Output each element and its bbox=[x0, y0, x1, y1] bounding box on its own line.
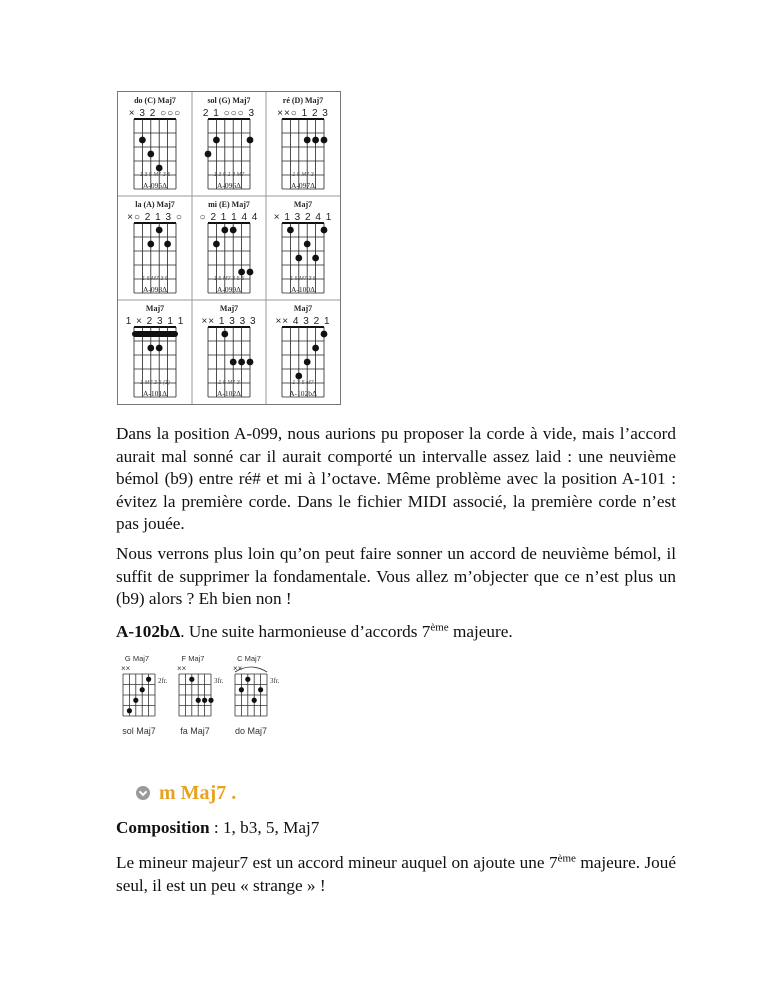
suite-chord-name: F Maj7 bbox=[181, 654, 205, 663]
suite-chord-label: fa Maj7 bbox=[180, 726, 210, 736]
chord-finger-dot bbox=[295, 373, 302, 380]
chord-finger-dot bbox=[221, 227, 228, 234]
chord-top-markers: × 3 2 ○○○ bbox=[128, 108, 182, 119]
chord-name: Maj7 bbox=[293, 304, 313, 313]
chord-code: A-099Δ bbox=[217, 285, 241, 294]
chord-code: A-095Δ bbox=[143, 181, 167, 190]
chord-cell bbox=[126, 304, 185, 398]
suite-finger-dot bbox=[258, 687, 263, 692]
chord-finger-dot bbox=[247, 359, 254, 366]
suite-chord bbox=[177, 654, 224, 736]
chord-cell bbox=[201, 304, 256, 398]
chord-code: A-102Δ bbox=[217, 389, 241, 398]
suite-chord-name: C Maj7 bbox=[237, 654, 261, 663]
chord-finger-dot bbox=[156, 165, 163, 172]
suite-text: . Une suite harmonieuse d’accords 7 bbox=[180, 622, 431, 641]
paragraph-mineur-majeur bbox=[116, 852, 676, 897]
chord-top-markers: ×× 4 3 2 1 bbox=[275, 316, 331, 327]
suite-finger-dot bbox=[127, 708, 132, 713]
chord-code: A-098Δ bbox=[143, 285, 167, 294]
chord-finger-dot bbox=[321, 137, 328, 144]
chord-finger-dot bbox=[221, 331, 228, 338]
suite-finger-dot bbox=[146, 677, 151, 682]
chord-name: mi (E) Maj7 bbox=[208, 200, 250, 209]
chord-finger-dot bbox=[147, 241, 154, 248]
suite-chord bbox=[233, 654, 280, 736]
chord-cell bbox=[277, 96, 329, 190]
paragraph-suite bbox=[116, 621, 676, 644]
chord-finger-dot bbox=[147, 345, 154, 352]
bullet-icon bbox=[136, 786, 150, 800]
chord-barre bbox=[132, 331, 178, 337]
composition-value: : 1, b3, 5, Maj7 bbox=[209, 818, 320, 837]
suite-chord-label: do Maj7 bbox=[234, 726, 268, 736]
chord-finger-dot bbox=[156, 227, 163, 234]
suite-mute-markers: ×× bbox=[121, 664, 131, 673]
chord-top-markers: ××○ 1 2 3 bbox=[277, 108, 329, 119]
chord-finger-dot bbox=[295, 255, 302, 262]
chord-finger-dot bbox=[213, 241, 220, 248]
chord-bottom-notes: 1 5 M7 3 5 5 bbox=[213, 276, 245, 282]
chord-finger-dot bbox=[304, 241, 311, 248]
chord-finger-dot bbox=[321, 227, 328, 234]
suite-end: majeure. bbox=[448, 622, 513, 641]
chord-name: do (C) Maj7 bbox=[134, 96, 176, 105]
chord-finger-dot bbox=[312, 137, 319, 144]
chord-cell bbox=[203, 96, 255, 190]
composition-label: Composition bbox=[116, 818, 210, 837]
chord-suite-svg bbox=[117, 650, 292, 742]
p4-end: majeure. Joué seul, il est un peu « strange » ! bbox=[116, 853, 676, 895]
suite-finger-dot bbox=[202, 698, 207, 703]
chord-finger-dot bbox=[230, 227, 237, 234]
chord-finger-dot bbox=[321, 331, 328, 338]
chord-code: A-096Δ bbox=[217, 181, 241, 190]
chord-finger-dot bbox=[230, 359, 237, 366]
suite-finger-dot bbox=[245, 677, 250, 682]
composition-line bbox=[116, 818, 319, 838]
chord-name: ré (D) Maj7 bbox=[282, 96, 324, 105]
suite-finger-dot bbox=[208, 698, 213, 703]
chord-code: A-102bΔ bbox=[289, 389, 317, 398]
chord-diagram-grid bbox=[117, 91, 341, 405]
chord-top-markers: ×○ 2 1 3 ○ bbox=[127, 212, 183, 223]
chord-finger-dot bbox=[312, 345, 319, 352]
chord-name: Maj7 bbox=[293, 200, 313, 209]
chord-code-a102b: A-102bΔ bbox=[116, 622, 181, 641]
chord-finger-dot bbox=[287, 227, 294, 234]
suite-finger-dot bbox=[252, 698, 257, 703]
chord-code: A-100Δ bbox=[291, 285, 315, 294]
chord-cell bbox=[127, 200, 183, 294]
section-heading bbox=[136, 778, 236, 808]
suite-finger-dot bbox=[239, 687, 244, 692]
paragraph-b9: Nous verrons plus loin qu’on peut faire sonner un accord de neuvième bémol, il suffit de supprimer la fondamentale. Vous allez m’objecter que ce n’est plus un (b9) alors ? Eh bien non ! bbox=[116, 544, 676, 608]
chord-name: la (A) Maj7 bbox=[135, 200, 175, 209]
chord-finger-dot bbox=[139, 137, 146, 144]
chord-finger-dot bbox=[304, 137, 311, 144]
chord-top-markers: ○ 2 1 1 4 4 bbox=[199, 212, 259, 223]
chord-finger-dot bbox=[205, 151, 212, 158]
suite-chord bbox=[121, 654, 168, 736]
chord-finger-dot bbox=[247, 269, 254, 276]
chord-cell bbox=[274, 200, 333, 294]
chord-cell bbox=[200, 200, 259, 294]
chord-finger-dot bbox=[304, 359, 311, 366]
chord-finger-dot bbox=[164, 241, 171, 248]
chord-finger-dot bbox=[238, 359, 245, 366]
chord-finger-dot bbox=[156, 345, 163, 352]
chord-finger-dot bbox=[238, 269, 245, 276]
chord-suite-figure bbox=[117, 650, 292, 742]
chord-bottom-notes: 1 3 5 1 3 M7 bbox=[213, 172, 245, 178]
chord-bottom-notes: 1 M7 3 5 (1) bbox=[140, 380, 170, 386]
suite-fret-label: 3fr. bbox=[214, 677, 224, 685]
chord-bottom-notes: 1 5 M7 3 bbox=[292, 172, 314, 178]
chord-code: A-097Δ bbox=[291, 181, 315, 190]
chord-name: sol (G) Maj7 bbox=[207, 96, 251, 105]
chord-top-markers: 1 × 2 3 1 1 bbox=[125, 316, 185, 327]
chord-cell bbox=[275, 304, 330, 398]
suite-finger-dot bbox=[189, 677, 194, 682]
suite-mute-markers: ×× bbox=[177, 664, 187, 673]
suite-fret-label: 2fr. bbox=[158, 677, 168, 685]
chord-cell bbox=[129, 96, 181, 190]
chord-finger-dot bbox=[213, 137, 220, 144]
chord-name: Maj7 bbox=[219, 304, 239, 313]
chord-bottom-notes: 1 5 M7 3 bbox=[218, 380, 240, 386]
chord-code: A-101Δ bbox=[143, 389, 167, 398]
suite-chord-name: G Maj7 bbox=[124, 654, 150, 663]
paragraph-a099: Dans la position A-099, nous aurions pu proposer la corde à vide, mais l’accord aurait mal sonné car il aurait comporté un intervalle assez laid : une neuvième bémol (b9) entre ré# et mi à l’octave. Même problème avec la position A-101 : évitez la première corde. Dans le fichier MIDI associé, la première corde n’est pas jouée. bbox=[116, 424, 676, 533]
suite-finger-dot bbox=[140, 687, 145, 692]
chord-grid-svg bbox=[118, 92, 340, 404]
chord-bottom-notes: 1 5 M7 3 5 bbox=[290, 276, 316, 282]
chord-top-markers: × 1 3 2 4 1 bbox=[273, 212, 333, 223]
section-title: m Maj7 . bbox=[159, 781, 237, 804]
chord-finger-dot bbox=[147, 151, 154, 158]
chord-finger-dot bbox=[247, 137, 254, 144]
chord-name: Maj7 bbox=[145, 304, 165, 313]
chord-bottom-notes: 1 5 M7 3 5 bbox=[142, 276, 168, 282]
chord-bottom-notes: 1 3 5 M7 3 5 bbox=[139, 172, 171, 178]
chord-bottom-notes: 1 3 5 M7 bbox=[292, 380, 314, 386]
suite-sup: ème bbox=[430, 621, 449, 634]
p4-sup: ème bbox=[557, 852, 576, 865]
suite-chord-label: sol Maj7 bbox=[122, 726, 156, 736]
chord-top-markers: 2 1 ○○○ 3 bbox=[202, 108, 256, 119]
suite-finger-dot bbox=[196, 698, 201, 703]
suite-fret-label: 3fr. bbox=[270, 677, 280, 685]
p4-text: Le mineur majeur7 est un accord mineur auquel on ajoute une 7 bbox=[116, 853, 558, 872]
suite-mute-markers: ×× bbox=[233, 664, 243, 673]
chord-top-markers: ×× 1 3 3 3 bbox=[201, 316, 257, 327]
suite-finger-dot bbox=[133, 698, 138, 703]
chord-finger-dot bbox=[312, 255, 319, 262]
